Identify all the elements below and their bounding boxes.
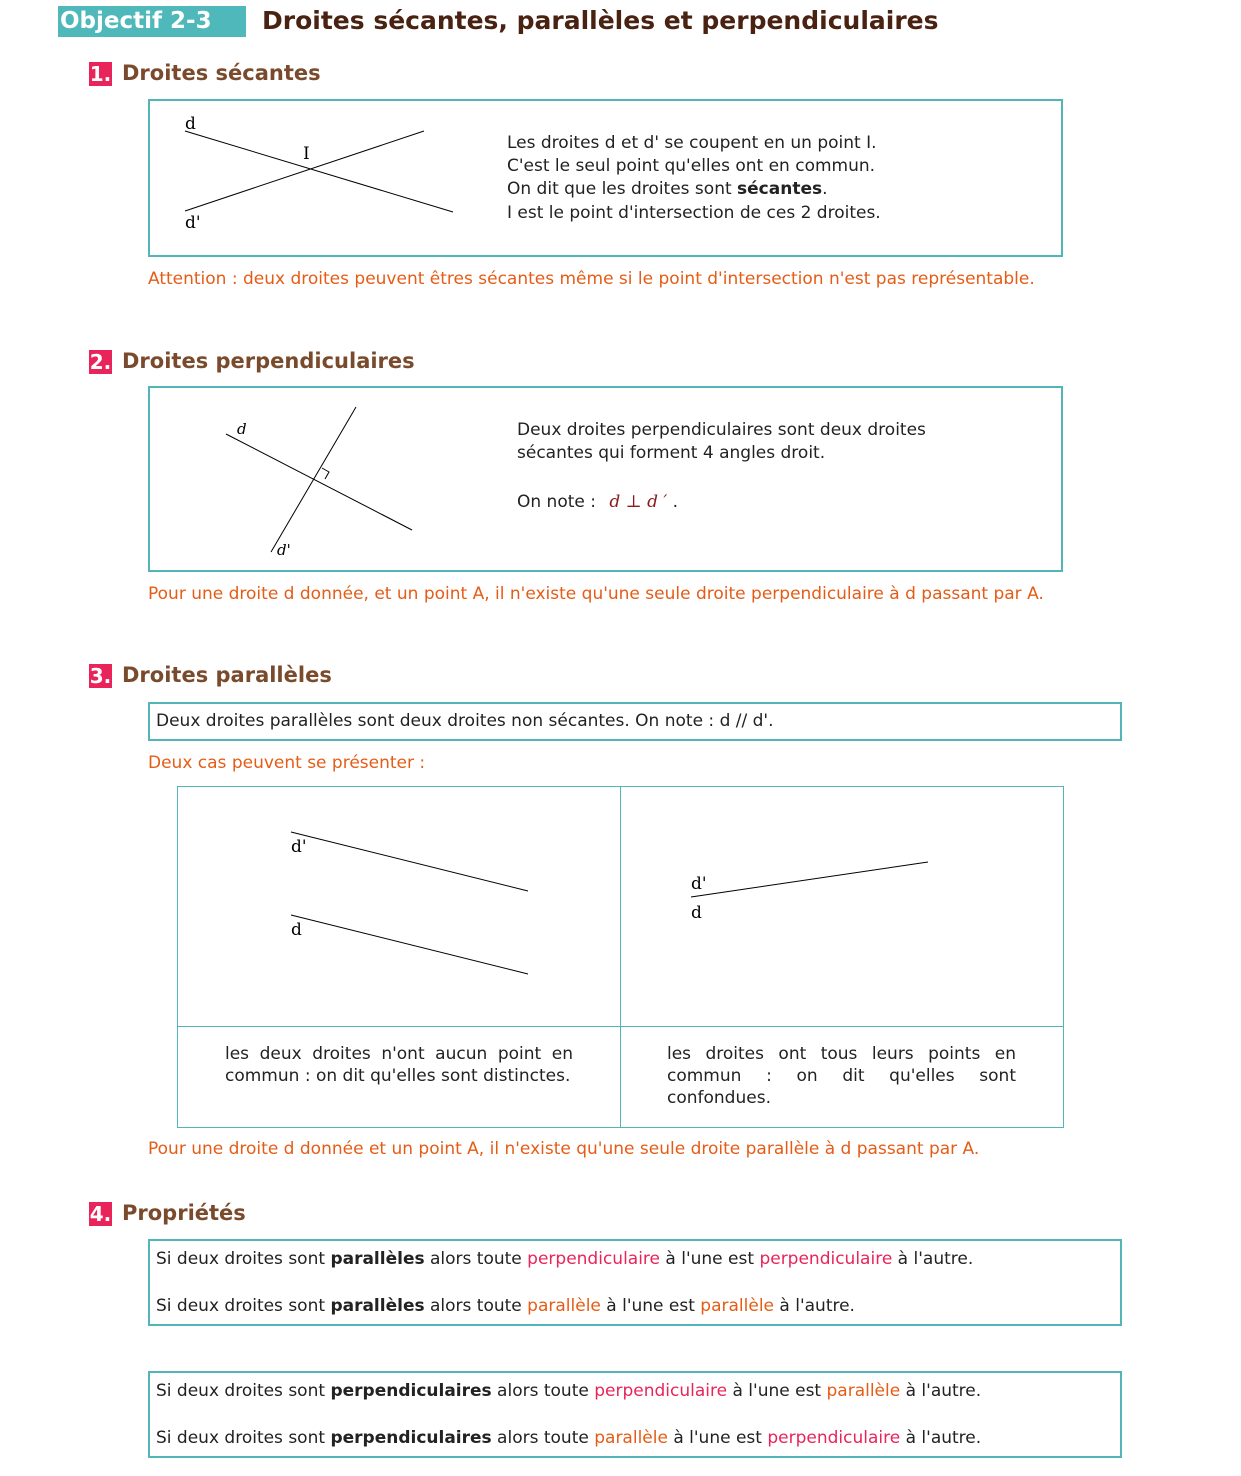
label-d: d xyxy=(291,920,302,940)
secantes-line-3: On dit que les droites sont sécantes. xyxy=(507,179,828,199)
section-2-number: 2. xyxy=(89,350,112,374)
case-1-figure xyxy=(178,787,620,1025)
property-3: Si deux droites sont perpendiculaires alors toute perpendiculaire à l'une est parallèle à l'autre. xyxy=(156,1381,982,1401)
secantes-figure xyxy=(150,101,480,251)
perp-line-1: Deux droites perpendiculaires sont deux droites xyxy=(517,420,926,440)
section-2-title: Droites perpendiculaires xyxy=(122,349,415,373)
section-4-title: Propriétés xyxy=(122,1201,246,1225)
secantes-line-1: Les droites d et d' se coupent en un point I. xyxy=(507,133,877,153)
section-3-title: Droites parallèles xyxy=(122,663,332,687)
section-3-number: 3. xyxy=(89,664,112,688)
label-d: d xyxy=(237,420,247,438)
secantes-line-2: C'est le seul point qu'elles ont en commun. xyxy=(507,156,876,176)
label-d: d xyxy=(185,114,196,134)
cases-intro: Deux cas peuvent se présenter : xyxy=(148,753,426,773)
line-d xyxy=(226,434,412,530)
property-1: Si deux droites sont parallèles alors toute perpendiculaire à l'une est perpendiculaire à l'autre. xyxy=(156,1249,974,1269)
secantes-line-4: I est le point d'intersection de ces 2 droites. xyxy=(507,203,881,223)
section-4-number: 4. xyxy=(89,1202,112,1226)
case-2-text: les droites ont tous leurs points en commun : on dit qu'elles sont confondues. xyxy=(667,1044,1016,1108)
label-d-prime: d' xyxy=(185,213,201,233)
right-angle-mark xyxy=(322,468,329,479)
label-d-prime: d' xyxy=(291,837,307,857)
perp-line-2: sécantes qui forment 4 angles droit. xyxy=(517,443,826,463)
section-1-title: Droites sécantes xyxy=(122,61,321,85)
property-2: Si deux droites sont parallèles alors toute parallèle à l'une est parallèle à l'autre. xyxy=(156,1296,855,1316)
secantes-note: Attention : deux droites peuvent êtres sécantes même si le point d'intersection n'est pas représentable. xyxy=(148,269,1035,289)
case-2-figure xyxy=(621,787,1063,1025)
line-d-prime xyxy=(291,832,528,891)
section-1-number: 1. xyxy=(89,62,112,86)
label-d-prime: d' xyxy=(691,874,707,894)
page-title: Droites sécantes, parallèles et perpendiculaires xyxy=(262,6,939,35)
label-d: d xyxy=(691,903,702,923)
line-d-confondue xyxy=(691,862,928,897)
label-d-prime: d' xyxy=(277,541,291,559)
line-d-prime xyxy=(271,407,356,552)
case-1-text: les deux droites n'ont aucun point en commun : on dit qu'elles sont distinctes. xyxy=(225,1044,573,1086)
perpendiculaires-note: Pour une droite d donnée, et un point A, il n'existe qu'une seule droite perpendiculaire à d passant par A. xyxy=(148,584,1044,604)
paralleles-note: Pour une droite d donnée et un point A, il n'existe qu'une seule droite parallèle à d passant par A. xyxy=(148,1139,980,1159)
property-4: Si deux droites sont perpendiculaires alors toute parallèle à l'une est perpendiculaire à l'autre. xyxy=(156,1428,982,1448)
perp-notation: d ⊥ d ′ xyxy=(609,492,668,512)
paralleles-definition: Deux droites parallèles sont deux droites non sécantes. On note : d // d'. xyxy=(156,711,774,731)
perp-notation-line: On note : d ⊥ d ′ . xyxy=(517,492,679,512)
label-point-i: I xyxy=(303,144,310,164)
line-d-prime xyxy=(185,131,424,211)
objective-tag: Objectif 2-3 xyxy=(58,6,246,37)
perpendiculaires-figure xyxy=(150,388,450,568)
line-d xyxy=(185,131,453,212)
line-d xyxy=(291,915,528,974)
